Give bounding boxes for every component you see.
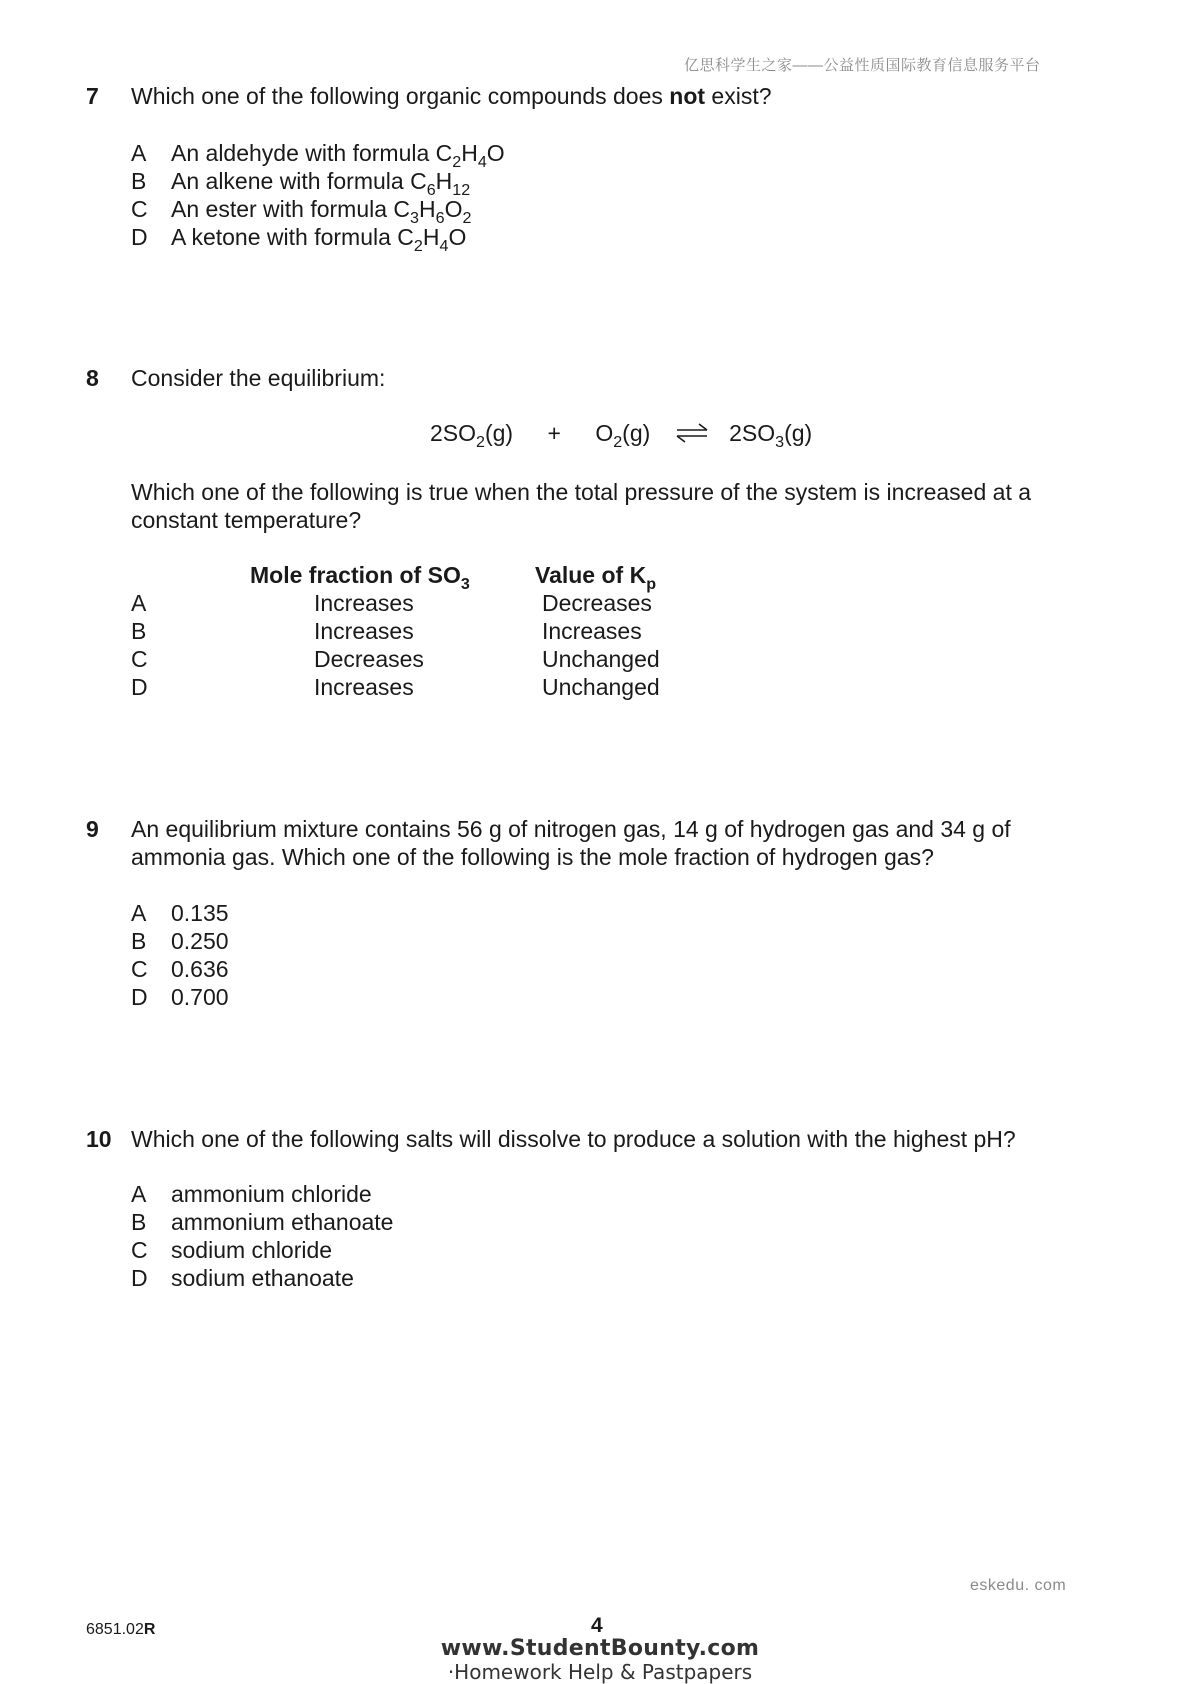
studentbounty-tagline: ·Homework Help & Pastpapers — [447, 1660, 753, 1684]
studentbounty-url[interactable]: www.StudentBounty.com — [440, 1636, 760, 1661]
q10-option-c[interactable] — [131, 1236, 332, 1264]
question-10-text: Which one of the following salts will dissolve to produce a solution with the highest pH? — [131, 1126, 1016, 1152]
question-10-number: 10 — [86, 1126, 112, 1152]
option-letter: C — [131, 956, 148, 982]
option-text: sodium ethanoate — [171, 1265, 354, 1291]
formula-element: H — [435, 168, 453, 194]
q7-text-bold: not — [669, 83, 706, 109]
eq-state: (g) — [784, 420, 813, 446]
option-letter: B — [131, 1209, 147, 1235]
q9-option-d[interactable] — [131, 983, 229, 1011]
eq-sub: 3 — [775, 433, 785, 451]
question-8-number: 8 — [86, 365, 99, 391]
paper-code — [86, 1621, 155, 1639]
q7-option-d[interactable] — [131, 223, 467, 255]
formula-element: O — [448, 224, 467, 250]
option-letter: C — [131, 196, 148, 222]
option-text: 0.700 — [171, 984, 229, 1010]
option-letter: D — [131, 984, 148, 1010]
option-letter: A — [131, 900, 147, 926]
option-letter: D — [131, 1265, 148, 1291]
formula-element: O — [444, 196, 463, 222]
option-text: ammonium ethanoate — [171, 1209, 394, 1235]
eq-state: (g) — [484, 420, 514, 446]
row-kp: Decreases — [542, 590, 652, 616]
header-sub: 3 — [460, 575, 470, 593]
option-letter: A — [131, 1181, 147, 1207]
formula-element: H — [461, 140, 478, 166]
row-mole-fraction: Increases — [314, 590, 414, 616]
q9-option-b[interactable] — [131, 927, 229, 955]
question-8-text-line-2: constant temperature? — [131, 507, 362, 533]
q9-option-c[interactable] — [131, 955, 229, 983]
q10-option-d[interactable] — [131, 1264, 354, 1292]
formula-sub: 6 — [435, 209, 445, 227]
formula-element: O — [486, 140, 505, 166]
eq-reactant-2: O — [595, 420, 614, 446]
option-text: An ester with formula C — [171, 196, 411, 222]
equilibrium-arrow-icon — [675, 422, 709, 444]
question-7-text — [131, 82, 772, 110]
row-kp: Unchanged — [542, 674, 660, 700]
option-text: 0.250 — [171, 928, 229, 954]
question-8-intro: Consider the equilibrium: — [131, 365, 386, 391]
q7-text-after: exist? — [705, 83, 772, 109]
formula-sub: 4 — [439, 237, 449, 255]
option-text: An alkene with formula C — [171, 168, 427, 194]
header-watermark: 亿思科学生之家——公益性质国际教育信息服务平台 — [684, 57, 1041, 74]
site-watermark: eskedu. com — [970, 1577, 1067, 1594]
option-letter: A — [131, 140, 147, 166]
eq-reactant-1: 2SO — [430, 420, 477, 446]
option-text: An aldehyde with formula C — [171, 140, 453, 166]
row-letter: A — [131, 590, 147, 616]
formula-element: H — [418, 196, 436, 222]
row-mole-fraction: Decreases — [314, 646, 424, 672]
option-letter: D — [131, 224, 148, 250]
q10-option-a[interactable] — [131, 1180, 372, 1208]
option-text: 0.135 — [171, 900, 229, 926]
row-kp: Unchanged — [542, 646, 660, 672]
eq-sub: 2 — [613, 433, 623, 451]
option-text: ammonium chloride — [171, 1181, 372, 1207]
eq-state: (g) — [622, 420, 651, 446]
header-sub: p — [646, 575, 657, 593]
q10-option-b[interactable] — [131, 1208, 393, 1236]
header-text: Value of K — [535, 562, 647, 588]
row-mole-fraction: Increases — [314, 674, 414, 700]
formula-sub: 2 — [462, 209, 472, 227]
option-letter: B — [131, 928, 147, 954]
question-8-text-line-1: Which one of the following is true when the total pressure of the system is increased at a — [131, 479, 1032, 505]
page-number: 4 — [591, 1614, 603, 1637]
question-9-number: 9 — [86, 816, 99, 842]
paper-code-suffix: R — [143, 1621, 156, 1638]
header-text: Mole fraction of SO — [250, 562, 461, 588]
row-kp: Increases — [542, 618, 642, 644]
table-header-kp — [535, 562, 657, 593]
formula-sub: 3 — [410, 209, 419, 227]
question-7-number: 7 — [86, 83, 99, 109]
equilibrium-equation — [430, 420, 813, 451]
row-letter: D — [131, 674, 148, 700]
option-text: A ketone with formula C — [171, 224, 414, 250]
question-9-text-line-2: ammonia gas. Which one of the following is the mole fraction of hydrogen gas? — [131, 844, 934, 870]
formula-sub: 6 — [426, 181, 436, 199]
q9-option-a[interactable] — [131, 899, 229, 927]
option-text: 0.636 — [171, 956, 229, 982]
studentbounty-logo[interactable] — [440, 1637, 760, 1683]
formula-sub: 4 — [477, 153, 487, 171]
paper-code-prefix: 6851.02 — [86, 1621, 144, 1638]
eq-product: 2SO — [729, 420, 776, 446]
row-letter: C — [131, 646, 148, 672]
formula-sub: 2 — [413, 237, 423, 255]
row-mole-fraction: Increases — [314, 618, 414, 644]
table-header-mole-fraction — [250, 562, 470, 593]
question-9-text-line-1: An equilibrium mixture contains 56 g of nitrogen gas, 14 g of hydrogen gas and 34 g of — [131, 816, 1011, 842]
formula-element: H — [422, 224, 440, 250]
option-letter: B — [131, 168, 147, 194]
eq-sub: 2 — [476, 433, 485, 451]
q7-text-before: Which one of the following organic compounds does — [131, 83, 670, 109]
option-letter: C — [131, 1237, 148, 1263]
q7-option-c[interactable] — [131, 195, 472, 227]
eq-plus: + — [547, 420, 561, 446]
formula-sub: 2 — [452, 153, 462, 171]
option-text: sodium chloride — [171, 1237, 333, 1263]
q7-option-a[interactable] — [131, 139, 505, 171]
formula-sub: 12 — [452, 181, 471, 199]
q7-option-b[interactable] — [131, 167, 471, 199]
row-letter: B — [131, 618, 147, 644]
